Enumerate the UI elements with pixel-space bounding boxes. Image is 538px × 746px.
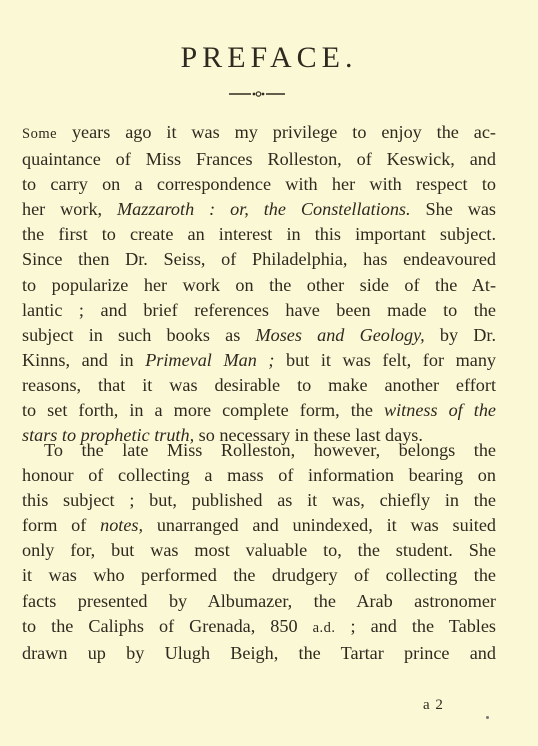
line-text: years ago it was my privilege to enjoy the ac- (57, 122, 496, 142)
text-line: quaintance of Miss Frances Rolleston, of Keswick, and (22, 149, 496, 170)
line-text: by Dr. (424, 324, 496, 345)
preface-paragraph-1 (22, 120, 496, 448)
text-line (22, 323, 496, 348)
preface-paragraph-2 (22, 438, 496, 666)
text-line: to carry on a correspondence with her with respect to (22, 174, 496, 195)
text-line: To the late Miss Rolleston, however, belongs the (44, 440, 496, 460)
line-text: but it was felt, for many (274, 349, 497, 370)
text-line: it was who performed the drudgery of collecting the (22, 565, 496, 586)
emphasis-text: witness of the (383, 400, 496, 421)
line-text: subject in such books as (22, 324, 256, 345)
small-caps-era: a.d. (312, 619, 336, 636)
line-text: to the Caliphs of Grenada, 850 (22, 615, 313, 636)
text-line: this subject ; but, published as it was, chiefly in the (22, 490, 496, 511)
dash-dot-dash-ornament-icon (229, 90, 285, 98)
book-title: Mazzaroth : or, the Constellations. (117, 199, 411, 220)
text-line (22, 197, 496, 222)
text-line (22, 398, 496, 423)
book-title: Moses and Geology, (255, 324, 425, 345)
signature-mark: a 2 (423, 697, 444, 713)
line-text: to set forth, in a more complete form, the (22, 400, 384, 421)
line-text: so necessary in these last days. (194, 425, 423, 446)
page-title: PREFACE. (180, 41, 358, 74)
emphasis-text: stars to prophetic truth, (22, 425, 195, 446)
line-text: unarranged and unindexed, it was suited (143, 515, 496, 536)
text-line (22, 614, 496, 641)
small-caps-word: Some (22, 126, 58, 142)
text-line: only for, but was most valuable to, the student. She (22, 540, 496, 561)
line-text: Kinns, and in (22, 349, 146, 370)
line-text: her work, (22, 199, 118, 220)
line-text: ; and the Tables (335, 615, 496, 636)
line-text: She was (410, 199, 496, 220)
text-line: lantic ; and brief references have been made to the (22, 299, 496, 320)
text-line: Since then Dr. Seiss, of Philadelphia, has endeavoured (22, 249, 496, 270)
line-text: form of (22, 515, 101, 536)
paper-speck (486, 716, 489, 719)
text-line (22, 348, 496, 373)
book-title: Primeval Man ; (145, 349, 275, 370)
text-line: facts presented by Albumazer, the Arab astronomer (22, 590, 496, 611)
text-line: drawn up by Ulugh Beigh, the Tartar prince and (22, 642, 496, 663)
text-line (22, 513, 496, 538)
emphasis-text: notes, (100, 515, 144, 536)
text-line: to popularize her work on the other side of the At- (22, 274, 496, 295)
text-line: honour of collecting a mass of information bearing on (22, 465, 496, 486)
text-line: the first to create an interest in this important subject. (22, 224, 496, 245)
text-line (22, 120, 496, 147)
text-line: reasons, that it was desirable to make another effort (22, 374, 496, 395)
